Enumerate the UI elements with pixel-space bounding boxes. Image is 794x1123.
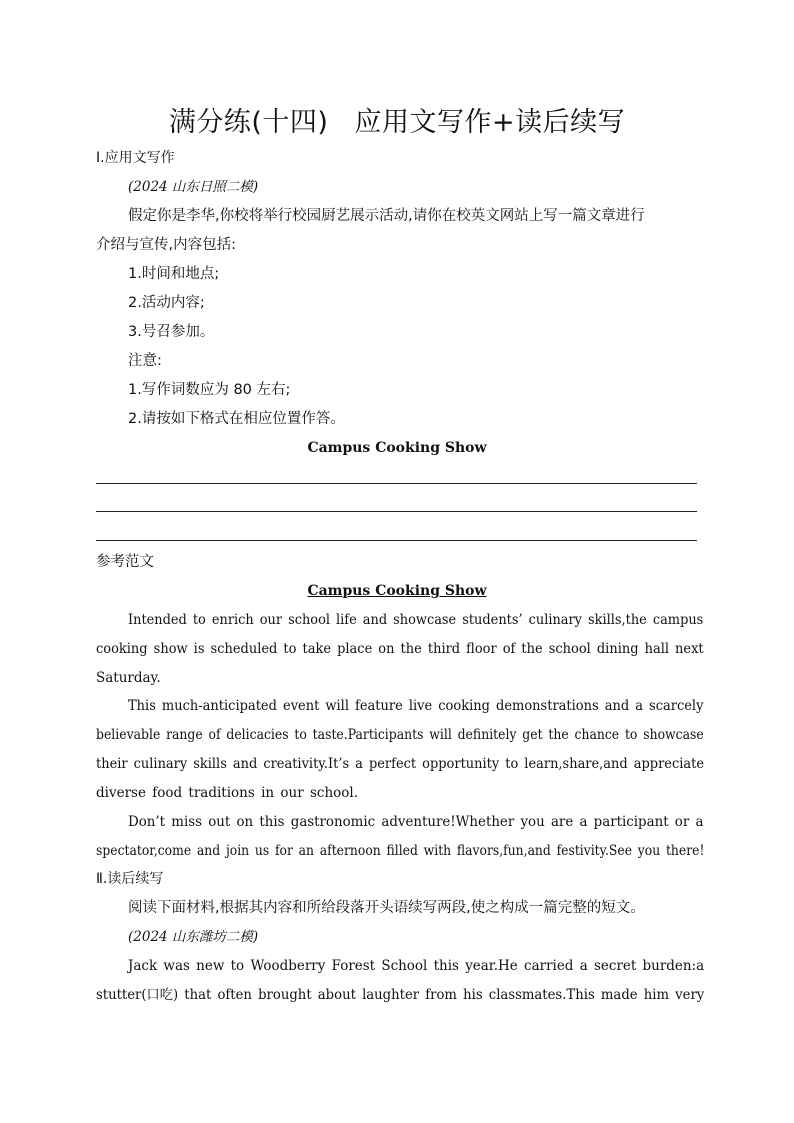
note-item-2: 2.请按如下格式在相应位置作答。: [128, 411, 345, 427]
continuation-prompt: 阅读下面材料,根据其内容和所给段落开头语续写两段,使之构成一篇完整的短文。: [128, 900, 645, 916]
prompt-line-2: 介绍与宣传,内容包括:: [96, 237, 236, 253]
note-item-1: 1.写作词数应为 80 左右;: [128, 382, 291, 398]
passage-line-1: Jack was new to Woodberry Forest School this year.He carried a secret burden:a: [128, 958, 705, 974]
title-sub: 应用文写作+读后续写: [354, 107, 626, 138]
content-item-1: 1.时间和地点;: [128, 266, 220, 282]
sample-line-5: believable range of delicacies to taste.Participants will definitely get the chance to showcase: [96, 727, 704, 743]
sample-line-6: their culinary skills and creativity.It’s a perfect opportunity to learn,share,and appreciate: [96, 756, 705, 772]
sample-line-4: This much-anticipated event will feature live cooking demonstrations and a scarcely: [128, 698, 704, 714]
sample-line-9: spectator,come and join us for an afternoon filled with flavors,fun,and festivity.See you there!: [96, 843, 705, 859]
sample-line-3: Saturday.: [96, 670, 161, 686]
section-heading-application-writing: Ⅰ.应用文写作: [96, 150, 175, 166]
note-label: 注意:: [128, 353, 162, 369]
answer-line-2: [96, 511, 697, 512]
answer-title: Campus Cooking Show: [307, 440, 487, 456]
prompt-line-1: 假定你是李华,你校将举行校园厨艺展示活动,请你在校英文网站上写一篇文章进行: [128, 208, 645, 224]
answer-line-1: [96, 483, 697, 484]
sample-line-8: Don’t miss out on this gastronomic adventure!Whether you are a participant or a: [128, 814, 704, 830]
sample-line-7: diverse food traditions in our school.: [96, 785, 359, 801]
source-note-1: (2024 山东日照二模): [128, 179, 259, 195]
answer-line-3: [96, 540, 697, 541]
section-heading-continuation-writing: Ⅱ.读后续写: [96, 871, 164, 887]
page-title: [0, 100, 794, 139]
sample-line-1: Intended to enrich our school life and showcase students’ culinary skills,the campus: [128, 612, 704, 628]
source-note-2: (2024 山东潍坊二模): [128, 929, 259, 945]
content-item-2: 2.活动内容;: [128, 295, 205, 311]
sample-label: 参考范文: [96, 554, 154, 570]
title-main: 满分练(十四): [168, 107, 329, 138]
content-item-3: 3.号召参加。: [128, 324, 215, 340]
passage-line-2: stutter(口吃) that often brought about laughter from his classmates.This made him very: [96, 987, 705, 1003]
sample-line-2: cooking show is scheduled to take place on the third floor of the school dining hall next: [96, 641, 704, 657]
sample-title: Campus Cooking Show: [307, 583, 487, 599]
